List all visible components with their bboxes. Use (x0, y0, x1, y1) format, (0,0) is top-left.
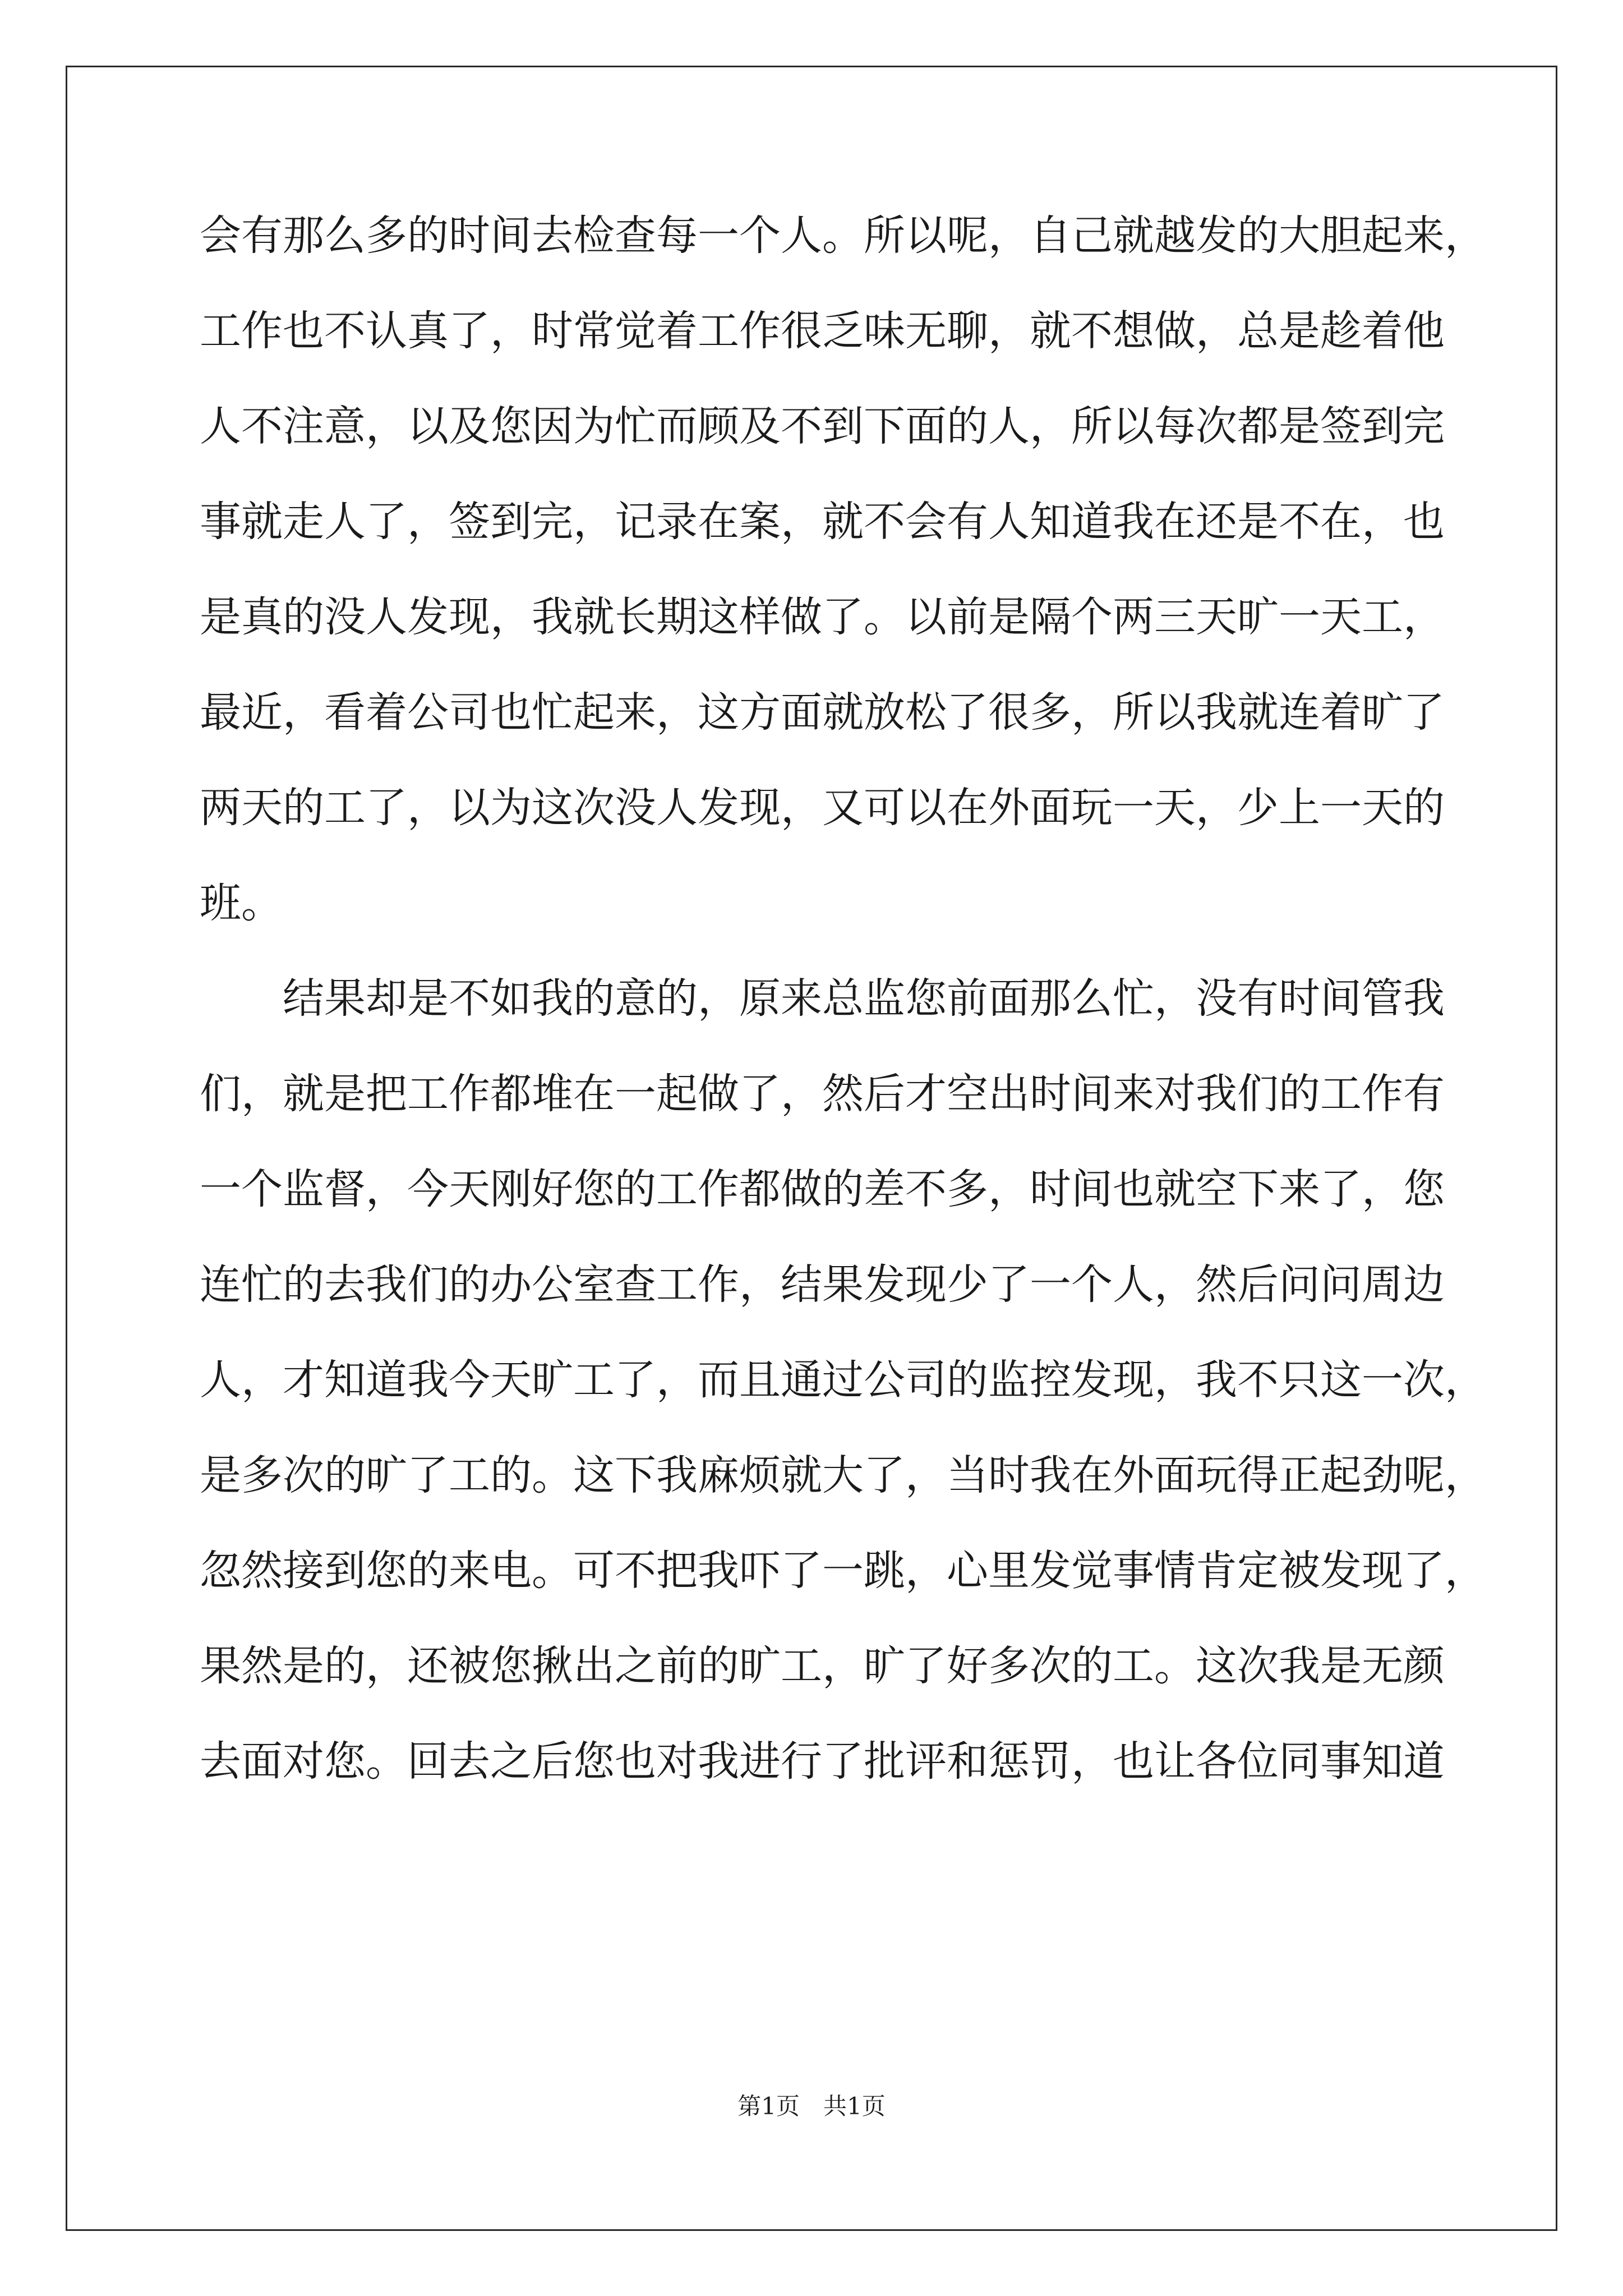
text-line: 一个监督，今天刚好您的工作都做的差不多，时间也就空下来了，您 (200, 1165, 1445, 1213)
text-line: 会有那么多的时间去检查每一个人。所以呢，自己就越发的大胆起来， (200, 211, 1486, 260)
text-line: 连忙的去我们的办公室查工作，结果发现少了一个人，然后问问周边 (200, 1260, 1445, 1309)
text-line: 两天的工了，以为这次没人发现，又可以在外面玩一天，少上一天的 (200, 784, 1445, 832)
text-line: 是多次的旷了工的。这下我麻烦就大了，当时我在外面玩得正起劲呢， (200, 1451, 1486, 1499)
text-line: 人不注意，以及您因为忙而顾及不到下面的人，所以每次都是签到完 (200, 402, 1445, 450)
text-line: 工作也不认真了，时常觉着工作很乏味无聊，就不想做，总是趁着他 (200, 307, 1445, 355)
text-line: 忽然接到您的来电。可不把我吓了一跳，心里发觉事情肯定被发现了， (200, 1547, 1486, 1595)
text-line: 事就走人了，签到完，记录在案，就不会有人知道我在还是不在，也 (200, 498, 1445, 546)
text-line: 们，就是把工作都堆在一起做了，然后才空出时间来对我们的工作有 (200, 1070, 1445, 1118)
text-line: 结果却是不如我的意的，原来总监您前面那么忙，没有时间管我 (200, 974, 1445, 1023)
text-line: 是真的没人发现，我就长期这样做了。以前是隔个两三天旷一天工， (200, 593, 1445, 641)
text-line: 人，才知道我今天旷工了，而且通过公司的监控发现，我不只这一次， (200, 1356, 1486, 1404)
page-border (66, 66, 1557, 2231)
page-number-footer: 第1页 共1页 (737, 2092, 886, 2120)
text-line: 果然是的，还被您揪出之前的旷工，旷了好多次的工。这次我是无颜 (200, 1642, 1445, 1690)
text-line: 班。 (200, 879, 283, 927)
text-line: 去面对您。回去之后您也对我进行了批评和惩罚，也让各位同事知道 (200, 1737, 1445, 1786)
text-line: 最近，看着公司也忙起来，这方面就放松了很多，所以我就连着旷了 (200, 688, 1445, 737)
